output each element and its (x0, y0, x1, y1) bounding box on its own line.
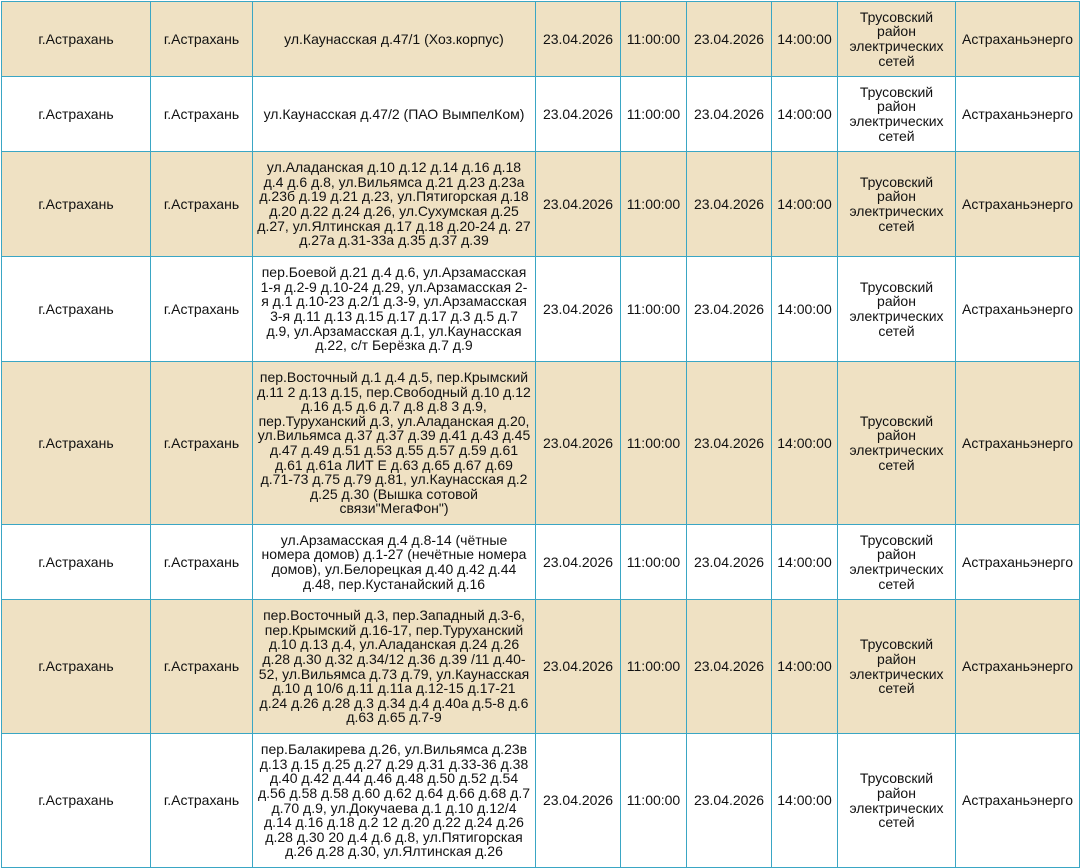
end-date-cell: 23.04.2026 (687, 362, 772, 525)
res-cell: Трусовский район электрических сетей (838, 77, 956, 152)
company-cell: Астраханьэнерго (956, 152, 1080, 257)
start-date-cell: 23.04.2026 (536, 152, 621, 257)
start-date-cell: 23.04.2026 (536, 2, 621, 77)
table-row (2, 600, 1080, 734)
outage-table (1, 1, 1080, 868)
end-time-cell: 14:00:00 (772, 600, 838, 734)
company-cell: Астраханьэнерго (956, 600, 1080, 734)
table-row (2, 257, 1080, 362)
end-date-cell: 23.04.2026 (687, 734, 772, 868)
end-date-cell: 23.04.2026 (687, 77, 772, 152)
district-cell: г.Астрахань (2, 77, 151, 152)
address-cell: пер.Балакирева д.26, ул.Вильямса д.23в д.13 д.15 д.25 д.27 д.29 д.31 д.33-36 д.38 д.40 д.42 д.44 д.46 д.48 д.50 д.52 д.54 д.56 д.58 д.58 д.60 д.62 д.64 д.66 д.68 д.7 д.70 д.9, ул.Докучаева д.1 д.10 д.12/4 д.14 д.16 д.18 д.2 12 д.20 д.22 д.24 д.26 д.28 д.30 20 д.4 д.6 д.8, ул.Пятигорская д.26 д.28 д.30, ул.Ялтинская д.26 (253, 734, 536, 868)
end-time-cell: 14:00:00 (772, 2, 838, 77)
start-date-cell: 23.04.2026 (536, 77, 621, 152)
table-row (2, 152, 1080, 257)
start-time-cell: 11:00:00 (621, 525, 687, 600)
end-time-cell: 14:00:00 (772, 734, 838, 868)
address-cell: ул.Арзамасская д.4 д.8-14 (чётные номера домов) д.1-27 (нечётные номера домов), ул.Белорецкая д.40 д.42 д.44 д.48, пер.Кустанайский д.16 (253, 525, 536, 600)
start-time-cell: 11:00:00 (621, 734, 687, 868)
table-row (2, 77, 1080, 152)
address-cell: пер.Восточный д.1 д.4 д.5, пер.Крымский д.11 2 д.13 д.15, пер.Свободный д.10 д.12 д.16 д.5 д.6 д.7 д.8 д.8 3 д.9, пер.Туруханский д.3, ул.Аладанская д.20, ул.Вильямса д.37 д.37 д.39 д.41 д.43 д.45 д.47 д.49 д.51 д.53 д.55 д.57 д.59 д.61 д.61 д.61а ЛИТ Е д.63 д.65 д.67 д.69 д.71-73 д.75 д.79 д.81, ул.Каунасская д.2 д.25 д.30 (Вышка сотовой связи"МегаФон") (253, 362, 536, 525)
end-time-cell: 14:00:00 (772, 77, 838, 152)
start-time-cell: 11:00:00 (621, 362, 687, 525)
start-date-cell: 23.04.2026 (536, 362, 621, 525)
company-cell: Астраханьэнерго (956, 257, 1080, 362)
locality-cell: г.Астрахань (151, 600, 253, 734)
end-time-cell: 14:00:00 (772, 362, 838, 525)
start-time-cell: 11:00:00 (621, 152, 687, 257)
district-cell: г.Астрахань (2, 734, 151, 868)
res-cell: Трусовский район электрических сетей (838, 600, 956, 734)
start-time-cell: 11:00:00 (621, 2, 687, 77)
table-row (2, 2, 1080, 77)
locality-cell: г.Астрахань (151, 525, 253, 600)
start-time-cell: 11:00:00 (621, 257, 687, 362)
address-cell: ул.Аладанская д.10 д.12 д.14 д.16 д.18 д.4 д.6 д.8, ул.Вильямса д.21 д.23 д.23а д.23б д.19 д.21 д.23, ул.Пятигорская д.18 д.20 д.22 д.24 д.26, ул.Сухумская д.25 д.27, ул.Ялтинская д.17 д.18 д.20-24 д. 27 д.27а д.31-33а д.35 д.37 д.39 (253, 152, 536, 257)
address-cell: пер.Боевой д.21 д.4 д.6, ул.Арзамасская 1-я д.2-9 д.10-24 д.29, ул.Арзамасская 2-я д.1 д.10-23 д.2/1 д.3-9, ул.Арзамасская 3-я д.11 д.13 д.15 д.17 д.17 д.3 д.5 д.7 д.9, ул.Арзамасская д.1, ул.Каунасская д.22, с/т Берёзка д.7 д.9 (253, 257, 536, 362)
address-cell: ул.Каунасская д.47/1 (Хоз.корпус) (253, 2, 536, 77)
district-cell: г.Астрахань (2, 257, 151, 362)
start-date-cell: 23.04.2026 (536, 734, 621, 868)
start-date-cell: 23.04.2026 (536, 257, 621, 362)
res-cell: Трусовский район электрических сетей (838, 152, 956, 257)
district-cell: г.Астрахань (2, 2, 151, 77)
res-cell: Трусовский район электрических сетей (838, 2, 956, 77)
district-cell: г.Астрахань (2, 362, 151, 525)
end-date-cell: 23.04.2026 (687, 152, 772, 257)
end-time-cell: 14:00:00 (772, 257, 838, 362)
start-time-cell: 11:00:00 (621, 77, 687, 152)
end-date-cell: 23.04.2026 (687, 2, 772, 77)
address-cell: ул.Каунасская д.47/2 (ПАО ВымпелКом) (253, 77, 536, 152)
company-cell: Астраханьэнерго (956, 525, 1080, 600)
start-date-cell: 23.04.2026 (536, 525, 621, 600)
locality-cell: г.Астрахань (151, 152, 253, 257)
company-cell: Астраханьэнерго (956, 362, 1080, 525)
end-date-cell: 23.04.2026 (687, 525, 772, 600)
district-cell: г.Астрахань (2, 152, 151, 257)
address-cell: пер.Восточный д.3, пер.Западный д.3-6, пер.Крымский д.16-17, пер.Туруханский д.10 д.13 д.4, ул.Аладанская д.24 д.26 д.28 д.30 д.32 д.34/12 д.36 д.39 /11 д.40-52, ул.Вильямса д.73 д.79, ул.Каунасская д.10 д 10/6 д.11 д.11а д.12-15 д.17-21 д.24 д.26 д.28 д.3 д.34 д.4 д.40а д.5-8 д.6 д.63 д.65 д.7-9 (253, 600, 536, 734)
start-date-cell: 23.04.2026 (536, 600, 621, 734)
district-cell: г.Астрахань (2, 600, 151, 734)
locality-cell: г.Астрахань (151, 257, 253, 362)
end-time-cell: 14:00:00 (772, 525, 838, 600)
company-cell: Астраханьэнерго (956, 77, 1080, 152)
table-row (2, 525, 1080, 600)
locality-cell: г.Астрахань (151, 734, 253, 868)
res-cell: Трусовский район электрических сетей (838, 257, 956, 362)
district-cell: г.Астрахань (2, 525, 151, 600)
locality-cell: г.Астрахань (151, 77, 253, 152)
res-cell: Трусовский район электрических сетей (838, 362, 956, 525)
end-time-cell: 14:00:00 (772, 152, 838, 257)
end-date-cell: 23.04.2026 (687, 257, 772, 362)
locality-cell: г.Астрахань (151, 362, 253, 525)
table-row (2, 734, 1080, 868)
locality-cell: г.Астрахань (151, 2, 253, 77)
start-time-cell: 11:00:00 (621, 600, 687, 734)
end-date-cell: 23.04.2026 (687, 600, 772, 734)
company-cell: Астраханьэнерго (956, 734, 1080, 868)
res-cell: Трусовский район электрических сетей (838, 734, 956, 868)
outage-table-body (2, 2, 1080, 868)
res-cell: Трусовский район электрических сетей (838, 525, 956, 600)
company-cell: Астраханьэнерго (956, 2, 1080, 77)
table-row (2, 362, 1080, 525)
